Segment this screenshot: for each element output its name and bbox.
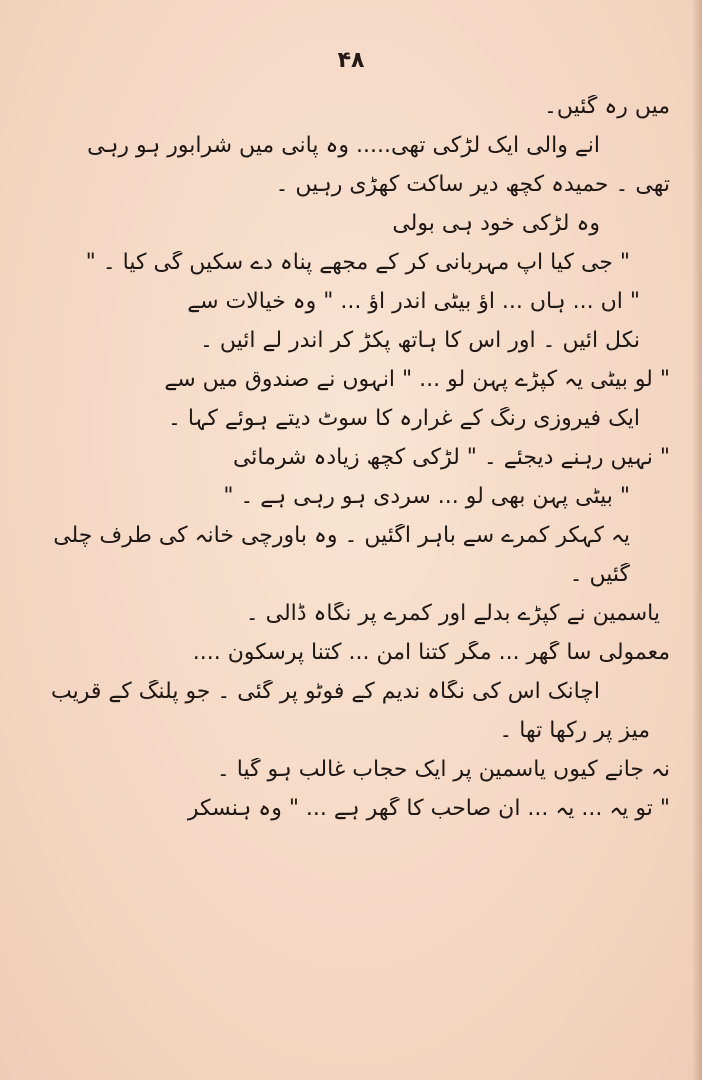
text-line: آنے والی ایک لڑکی تھی..... وہ پانی میں شرابور ہو رہی (87, 134, 600, 158)
text-line: " تو یہ ... یہ ... ان صاحب کا گھر ہے ... " وہ ہنسکر (187, 797, 670, 821)
text-line: یہ کہکر کمرے سے باہر آگئیں ۔ وہ باورچی خانہ کی طرف چلی (53, 524, 630, 548)
text-line: " جی کیا آپ مہربانی کر کے مجھے پناہ دے سکیں گی کیا ۔ " (85, 251, 630, 275)
text-line: " آں ... ہاں ... آؤ بیٹی اندر آؤ ... " وہ خیالات سے (187, 290, 640, 314)
page-number: ۴۸ (337, 48, 365, 73)
text-line: نہ جانے کیوں یاسمین پر ایک حجاب غالب ہو گیا ۔ (216, 758, 670, 782)
text-line: میز پر رکھا تھا ۔ (499, 719, 650, 743)
text-line: وہ لڑکی خود ہی بولی (392, 212, 600, 236)
text-line: تھی ۔ حمیدہ کچھ دیر ساکت کھڑی رہیں ۔ (275, 173, 670, 197)
text-body (30, 95, 670, 836)
text-line: " نہیں رہنے دیجئے ۔ " لڑکی کچھ زیادہ شرمائی (232, 446, 670, 470)
text-line: " بیٹی پہن بھی لو ... سردی ہو رہی ہے ۔ " (223, 485, 630, 509)
text-line: میں رہ گئیں۔ (543, 95, 670, 119)
text-line: نکل آئیں ۔ اور اس کا ہاتھ پکڑ کر اندر لے آئیں ۔ (199, 329, 640, 353)
text-line: گئیں ۔ (569, 563, 630, 587)
text-line: " لو بیٹی یہ کپڑے پہن لو ... " انہوں نے صندوق میں سے (164, 368, 670, 392)
text-line: اچانک اس کی نگاہ ندیم کے فوٹو پر گئی ۔ جو پلنگ کے قریب (50, 680, 600, 704)
text-line: معمولی سا گھر ... مگر کتنا امن ... کتنا پرسکون .... (192, 641, 670, 665)
text-line: ایک فیروزی رنگ کے غرارہ کا سوٹ دیتے ہوئے کہا ۔ (167, 407, 640, 431)
page-edge-shadow (692, 0, 702, 1080)
text-line: یاسمین نے کپڑے بدلے اور کمرے پر نگاہ ڈالی ۔ (245, 602, 660, 626)
